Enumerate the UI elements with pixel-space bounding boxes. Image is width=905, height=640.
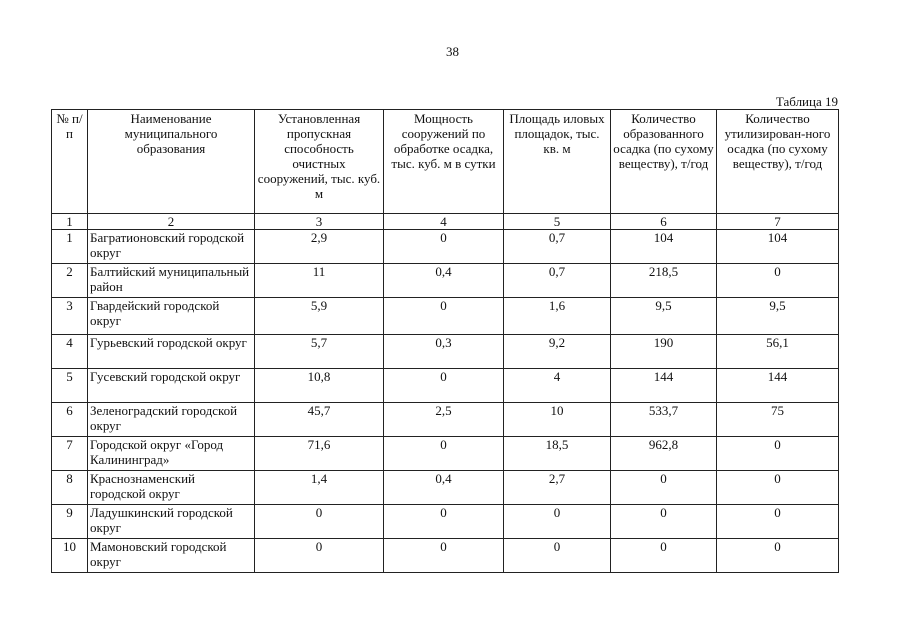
formed-cell: 190 (611, 335, 717, 369)
table-row (52, 403, 839, 437)
capacity-cell: 0 (255, 505, 384, 539)
area-cell: 2,7 (504, 471, 611, 505)
header-cell-formed: Количество образованного осадка (по сухому веществу), т/год (611, 110, 717, 214)
capacity-cell: 5,7 (255, 335, 384, 369)
column-number: 5 (504, 214, 611, 230)
municipality-name: Гусевский городской округ (88, 369, 255, 403)
municipality-name: Зеленоградский городской округ (88, 403, 255, 437)
column-number: 2 (88, 214, 255, 230)
area-cell: 0 (504, 539, 611, 573)
municipality-name: Багратионовский городской округ (88, 230, 255, 264)
table-row (52, 298, 839, 335)
formed-cell: 144 (611, 369, 717, 403)
municipality-name: Мамоновский городской округ (88, 539, 255, 573)
header-cell-name: Наименование муниципального образования (88, 110, 255, 214)
capacity-cell: 10,8 (255, 369, 384, 403)
processing-cell: 0 (384, 369, 504, 403)
utilized-cell: 0 (717, 264, 839, 298)
processing-cell: 0,4 (384, 264, 504, 298)
area-cell: 0,7 (504, 230, 611, 264)
header-cell-area: Площадь иловых площадок, тыс. кв. м (504, 110, 611, 214)
table-caption: Таблица 19 (775, 94, 838, 109)
column-number-row (52, 214, 839, 230)
table-row (52, 471, 839, 505)
processing-cell: 2,5 (384, 403, 504, 437)
row-number: 3 (52, 298, 88, 335)
capacity-cell: 11 (255, 264, 384, 298)
row-number: 6 (52, 403, 88, 437)
header-cell-processing: Мощность сооружений по обработке осадка, тыс. куб. м в сутки (384, 110, 504, 214)
area-cell: 10 (504, 403, 611, 437)
table-row (52, 437, 839, 471)
header-cell-number: № п/п (52, 110, 88, 214)
formed-cell: 962,8 (611, 437, 717, 471)
row-number: 8 (52, 471, 88, 505)
table-row (52, 335, 839, 369)
formed-cell: 104 (611, 230, 717, 264)
capacity-cell: 71,6 (255, 437, 384, 471)
municipality-name: Городской округ «Город Калининград» (88, 437, 255, 471)
column-number: 4 (384, 214, 504, 230)
processing-cell: 0 (384, 298, 504, 335)
utilized-cell: 104 (717, 230, 839, 264)
column-number: 3 (255, 214, 384, 230)
municipality-name: Краснознаменский городской округ (88, 471, 255, 505)
column-number: 1 (52, 214, 88, 230)
area-cell: 0,7 (504, 264, 611, 298)
header-cell-utilized: Количество утилизирован-ного осадка (по сухому веществу), т/год (717, 110, 839, 214)
processing-cell: 0 (384, 437, 504, 471)
processing-cell: 0 (384, 230, 504, 264)
processing-cell: 0,3 (384, 335, 504, 369)
row-number: 1 (52, 230, 88, 264)
header-cell-capacity: Установленная пропускная способность очистных сооружений, тыс. куб. м (255, 110, 384, 214)
utilized-cell: 9,5 (717, 298, 839, 335)
capacity-cell: 2,9 (255, 230, 384, 264)
utilized-cell: 0 (717, 471, 839, 505)
processing-cell: 0 (384, 539, 504, 573)
table-row (52, 264, 839, 298)
page-number: 38 (446, 44, 459, 59)
area-cell: 9,2 (504, 335, 611, 369)
formed-cell: 533,7 (611, 403, 717, 437)
utilized-cell: 0 (717, 437, 839, 471)
header-row (52, 110, 839, 214)
table-row (52, 369, 839, 403)
utilized-cell: 56,1 (717, 335, 839, 369)
column-number: 6 (611, 214, 717, 230)
capacity-cell: 45,7 (255, 403, 384, 437)
utilized-cell: 144 (717, 369, 839, 403)
capacity-cell: 1,4 (255, 471, 384, 505)
municipality-name: Ладушкинский городской округ (88, 505, 255, 539)
area-cell: 18,5 (504, 437, 611, 471)
row-number: 5 (52, 369, 88, 403)
formed-cell: 0 (611, 471, 717, 505)
formed-cell: 9,5 (611, 298, 717, 335)
formed-cell: 0 (611, 539, 717, 573)
area-cell: 4 (504, 369, 611, 403)
column-number: 7 (717, 214, 839, 230)
capacity-cell: 0 (255, 539, 384, 573)
utilized-cell: 75 (717, 403, 839, 437)
data-table (51, 109, 839, 573)
row-number: 2 (52, 264, 88, 298)
formed-cell: 218,5 (611, 264, 717, 298)
row-number: 7 (52, 437, 88, 471)
processing-cell: 0,4 (384, 471, 504, 505)
utilized-cell: 0 (717, 539, 839, 573)
table-row (52, 230, 839, 264)
table-row (52, 539, 839, 573)
area-cell: 0 (504, 505, 611, 539)
table-row (52, 505, 839, 539)
area-cell: 1,6 (504, 298, 611, 335)
row-number: 10 (52, 539, 88, 573)
municipality-name: Гурьевский городской округ (88, 335, 255, 369)
utilized-cell: 0 (717, 505, 839, 539)
processing-cell: 0 (384, 505, 504, 539)
capacity-cell: 5,9 (255, 298, 384, 335)
municipality-name: Гвардейский городской округ (88, 298, 255, 335)
row-number: 9 (52, 505, 88, 539)
row-number: 4 (52, 335, 88, 369)
formed-cell: 0 (611, 505, 717, 539)
municipality-name: Балтийский муниципальный район (88, 264, 255, 298)
